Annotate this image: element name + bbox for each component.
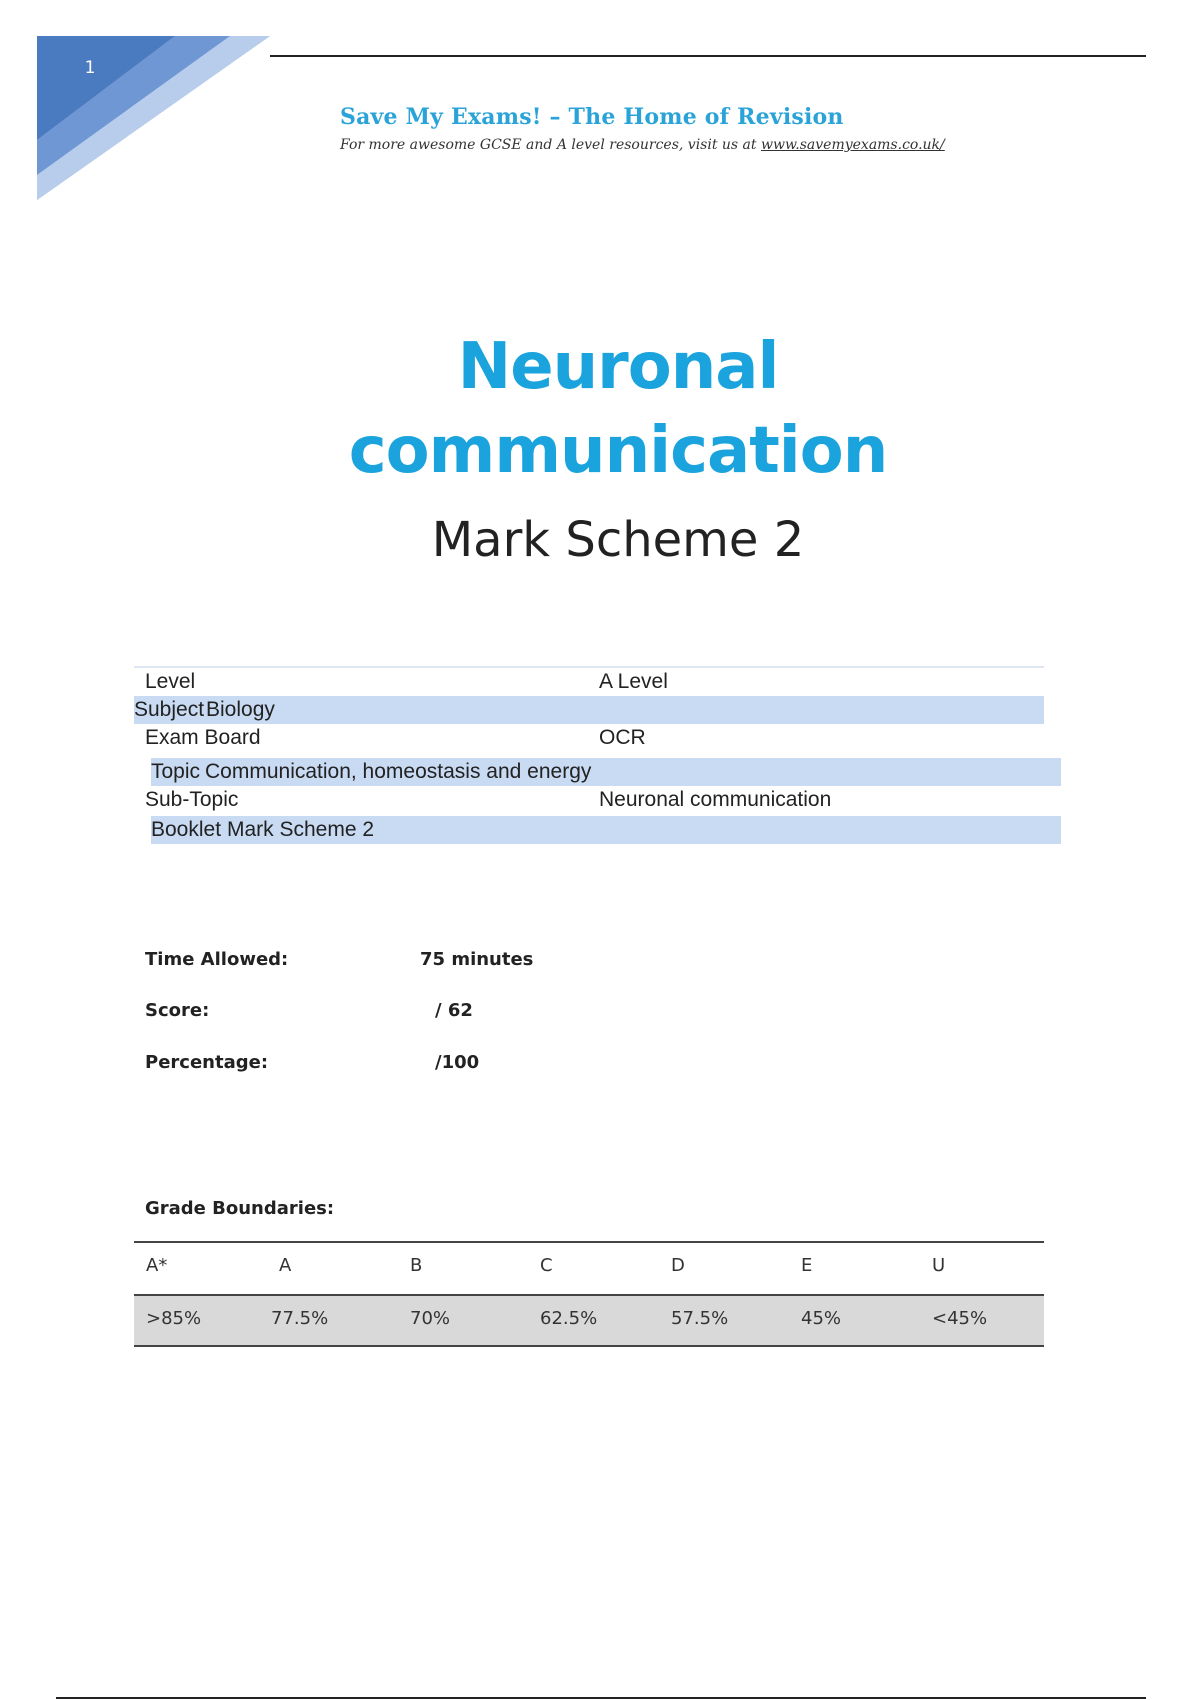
info-label: Topic [151,760,201,783]
page-title-line2: communication [348,414,888,488]
info-row-booklet [151,816,1061,844]
percentage-label: Percentage: [145,1052,269,1073]
info-value: OCR [599,726,646,749]
percentage-value: /100 [435,1052,480,1073]
footer-rule [56,1697,1146,1699]
grade-value: 70% [410,1308,451,1329]
grade-header: E [801,1255,813,1276]
grade-header: D [671,1255,685,1276]
corner-decoration [0,0,300,220]
page-title-line1: Neuronal [457,330,779,404]
info-row-level [134,668,1044,696]
info-value: Communication, homeostasis and energy [205,760,592,783]
table-rule [134,1294,1044,1296]
info-label: Subject [134,698,205,721]
info-label: Exam Board [145,726,261,749]
time-allowed-value: 75 minutes [420,949,534,970]
time-allowed-label: Time Allowed: [145,949,289,970]
grade-value: <45% [932,1308,988,1329]
header-rule [270,55,1146,57]
brand-title: Save My Exams! – The Home of Revision [340,104,844,130]
score-value: / 62 [435,1000,473,1021]
info-row-exam-board [134,724,1044,752]
info-value: Neuronal communication [599,788,832,811]
brand-subtitle-text: For more awesome GCSE and A level resources, visit us at [340,137,761,153]
score-label: Score: [145,1000,210,1021]
info-label: Level [145,670,196,693]
grade-value: 57.5% [671,1308,729,1329]
info-label: Sub-Topic [145,788,239,811]
page-subtitle: Mark Scheme 2 [431,512,805,568]
info-row-subject [134,696,1044,724]
grade-header: U [932,1255,946,1276]
grade-boundaries-title: Grade Boundaries: [145,1198,335,1219]
grade-header: A* [146,1255,168,1276]
table-rule [134,1345,1044,1347]
brand-link[interactable]: www.savemyexams.co.uk/ [760,137,945,153]
grade-header: C [540,1255,553,1276]
grade-header: B [410,1255,423,1276]
table-rule [134,1241,1044,1243]
grade-value: 77.5% [271,1308,329,1329]
info-row-sub-topic [134,786,1044,814]
grade-header: A [279,1255,292,1276]
grade-value: 45% [801,1308,842,1329]
info-value: Biology [206,698,275,721]
info-value: A Level [599,670,668,693]
info-value: Mark Scheme 2 [227,818,375,841]
page-number: 1 [84,58,96,78]
grade-value: 62.5% [540,1308,598,1329]
brand-subtitle [340,137,945,153]
info-row-topic [151,758,1061,786]
info-label: Booklet [151,818,222,841]
grade-value: >85% [146,1308,202,1329]
